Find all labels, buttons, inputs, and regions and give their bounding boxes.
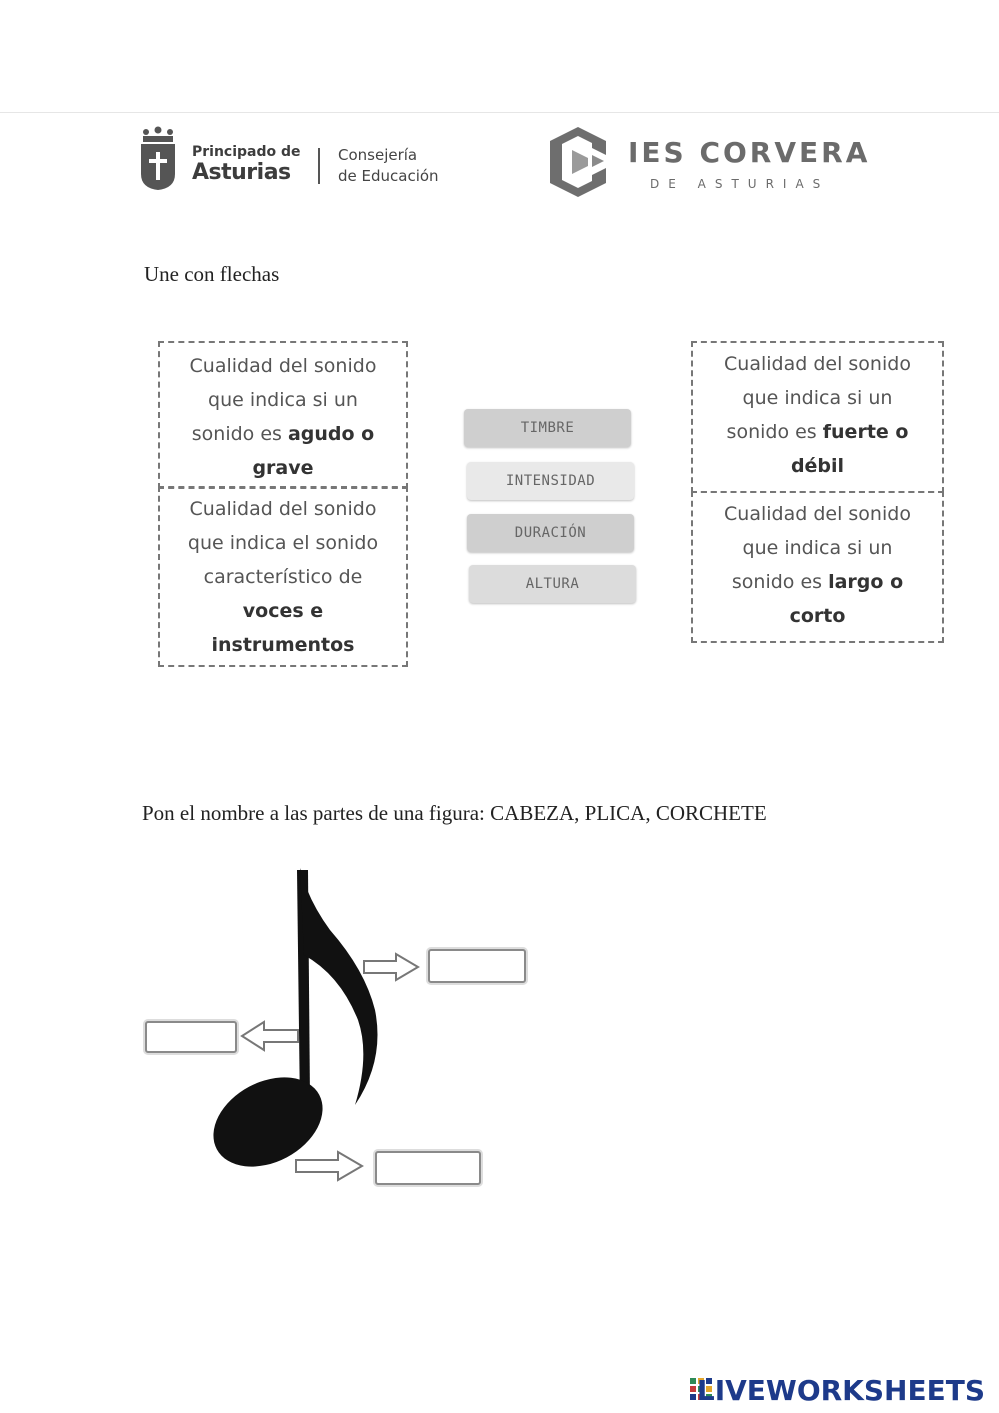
consejeria-line2: de Educación [338, 167, 439, 185]
definition-keyword: instrumentos [211, 634, 355, 656]
consejeria-line1: Consejería [338, 146, 418, 164]
label-intensidad[interactable]: INTENSIDAD [467, 462, 634, 500]
definition-line: característico de [203, 566, 363, 588]
definition-line [693, 565, 942, 599]
eighth-note-figure [200, 860, 400, 1180]
definition-keyword: débil [790, 455, 845, 477]
definition-line: Cualidad del sonido [189, 355, 377, 377]
label-duracion[interactable]: DURACIÓN [467, 514, 634, 552]
definition-line: que indica el sonido [187, 532, 379, 554]
definition-line [160, 628, 406, 662]
arrow-left-icon [240, 1020, 300, 1052]
definition-line: Cualidad del sonido [724, 353, 911, 375]
definition-line: que indica si un [742, 537, 893, 559]
definition-line [160, 451, 406, 485]
definition-line [160, 417, 406, 451]
definition-keyword: agudo o [287, 423, 375, 445]
definition-line [693, 449, 942, 483]
label-altura[interactable]: ALTURA [469, 565, 636, 603]
answer-box-plica[interactable] [145, 1021, 237, 1053]
answer-box-corchete[interactable] [428, 949, 526, 983]
definition-keyword: grave [252, 457, 314, 479]
asturias-line2: Asturias [192, 160, 291, 185]
school-name: IES CORVERA [628, 136, 871, 169]
page-top-rule [0, 112, 999, 113]
ies-corvera-logo [548, 125, 610, 199]
definition-box-timbre [158, 486, 408, 667]
exercise1-instruction: Une con flechas [144, 262, 280, 286]
definition-text: sonido es [726, 421, 817, 443]
asturias-crest-logo [138, 126, 178, 192]
definition-keyword: corto [789, 605, 846, 627]
definition-line [693, 415, 942, 449]
liveworksheets-brand: LIVEWORKSHEETS [696, 1374, 985, 1407]
definition-line: que indica si un [208, 389, 358, 411]
definition-keyword: largo o [828, 571, 904, 593]
definition-line [160, 594, 406, 628]
definition-box-intensidad [691, 341, 944, 493]
definition-line: Cualidad del sonido [189, 498, 377, 520]
asturias-line1: Principado de [192, 144, 301, 160]
arrow-right-icon [294, 1150, 364, 1182]
exercise2-instruction: Pon el nombre a las partes de una figura: CABEZA, PLICA, CORCHETE [142, 801, 767, 825]
definition-box-altura [158, 341, 408, 489]
school-subtitle: DE ASTURIAS [650, 177, 830, 191]
header-separator [318, 148, 320, 184]
answer-box-cabeza[interactable] [375, 1151, 481, 1185]
definition-text: sonido es [191, 423, 282, 445]
definition-keyword: fuerte o [822, 421, 909, 443]
definition-keyword: voces e [242, 600, 324, 622]
definition-line [693, 599, 942, 633]
definition-line: que indica si un [742, 387, 893, 409]
definition-line: Cualidad del sonido [724, 503, 911, 525]
note-flag [300, 868, 378, 1105]
arrow-right-icon [362, 952, 420, 982]
definition-box-duracion [691, 491, 944, 643]
label-timbre[interactable]: TIMBRE [464, 409, 631, 447]
definition-text: sonido es [731, 571, 823, 593]
